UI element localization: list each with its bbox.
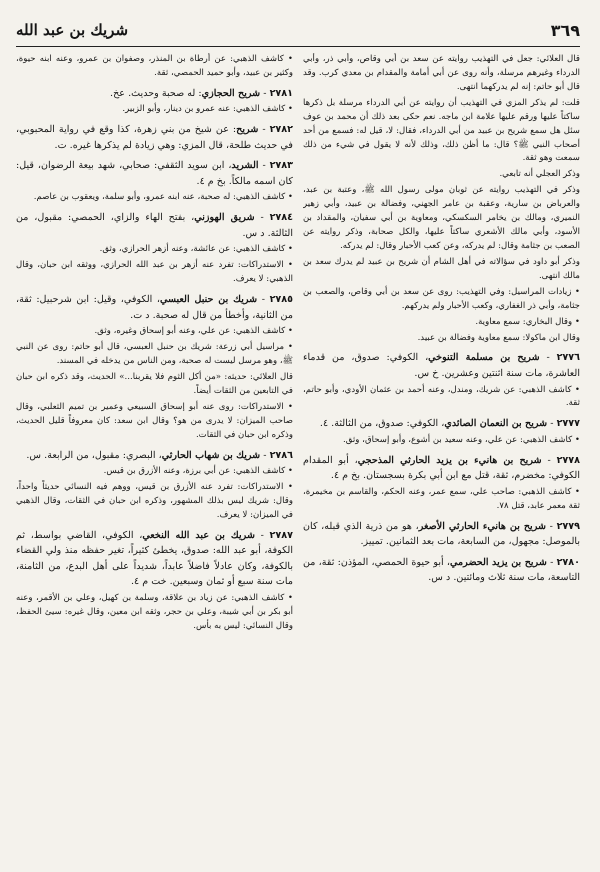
entry-name: شريح بن مسلمة التنوخي	[428, 352, 540, 364]
entry-name: شريح بن يزيد الحضرمي	[450, 556, 547, 568]
entry-heading	[303, 350, 580, 381]
entry-separator: -	[260, 87, 270, 99]
entry-separator: -	[257, 294, 270, 306]
entry-heading	[16, 528, 293, 590]
entry-number: ٢٧٧٨	[556, 454, 580, 466]
entry-number: ٢٧٧٩	[556, 520, 580, 532]
page-number: ٣٦٩	[550, 20, 580, 40]
intro-paragraph: وذكر العجلي أنه تابعي.	[499, 169, 580, 180]
entry-heading	[303, 519, 580, 550]
entry-separator: -	[546, 556, 557, 568]
entry-number: ٢٧٨٤	[269, 212, 293, 224]
right-entries	[303, 350, 580, 585]
biography-entry	[16, 122, 293, 153]
entry-number: ٢٧٨٠	[556, 556, 580, 568]
entry-note: • كاشف الذهبي: له صحبة، عنه ابنه عمرو، وأبو سلمة، ويعقوب بن عاصم.	[33, 192, 293, 203]
entry-description: ، هو من ذرية الذي قبله، كان بالموصل: مجهول، من السابعة، مات بعد الثمانين. تمييز.	[303, 520, 580, 548]
entry-separator: -	[260, 449, 270, 461]
entry-description: ، ابن سويد الثقفي: صحابي، شهد بيعة الرضوان، قيل: كان اسمه مالكاً. بخ م ٤.	[16, 160, 293, 187]
entry-separator: -	[258, 160, 270, 172]
right-column	[303, 53, 580, 865]
entry-number: ٢٧٨٢	[269, 124, 293, 136]
entry-note: • كاشف الذهبي: صاحب علي، سمع عمر، وعنه الحكم، والقاسم بن مخيمرة، ثقة معمر عابد، قتل ٧٨.	[303, 486, 580, 511]
biography-entry	[16, 86, 293, 117]
entry-note: • كاشف الذهبي: عن عائشة، وعنه أزهر الحرازي، وثق.	[99, 244, 293, 255]
entry-heading	[16, 448, 293, 464]
entry-note: • الاستدراكات: روى عنه أبو إسحاق السبيعي وعمير بن تميم الثعلبي، وقال صاحب الميزان: لا يدرى من هو؟ وقال ابن سعد: كان معروفاً قليل الحديث، وذكره ابن حبان في الثقات.	[16, 401, 293, 440]
entry-name: شريك بن عبد الله النخعي	[142, 529, 255, 541]
intro-paragraph: • وقال البخاري: سمع معاوية.	[475, 316, 580, 327]
entry-separator: -	[539, 352, 557, 364]
biography-entry	[16, 210, 293, 287]
biography-entry	[16, 292, 293, 442]
biography-entry	[16, 158, 293, 205]
running-title: شريك بن عبد الله	[16, 21, 129, 39]
entry-name: شريح بن هانيء الحارثي الأصغر	[418, 520, 547, 532]
entry-separator: -	[258, 124, 270, 136]
entry-number: ٢٧٧٧	[556, 418, 580, 430]
entry-description: : له صحبة وحديث. عخ.	[110, 87, 202, 99]
entry-number: ٢٧٨٧	[269, 529, 293, 541]
left-top	[16, 53, 293, 81]
biography-entry	[303, 555, 580, 586]
entry-description: ، أبو المقدام الكوفي: مخضرم، ثقة، قتل مع ابن أبي بكرة بسجستان. بخ م ٤.	[303, 454, 580, 482]
text-columns	[16, 53, 580, 865]
intro-paragraph: وقال ابن ماكولا: سمع معاوية وفضالة بن عبيد.	[417, 332, 580, 343]
entry-heading	[16, 292, 293, 323]
entry-note: • كاشف الذهبي: عن أبي برزة، وعنه الأزرق بن قيس.	[103, 466, 293, 477]
entry-note: • كاشف الذهبي: عن شريك، ومندل، وعنه أحمد بن عثمان الأودي، وأبو حاتم، ثقة.	[303, 384, 580, 409]
left-entries	[16, 86, 293, 634]
entry-heading	[303, 416, 580, 432]
entry-heading	[16, 158, 293, 189]
biography-entry	[303, 519, 580, 550]
continuation-note: • كاشف الذهبي: عن أرطاة بن المنذر، وصفوان بن عمرو، وعنه ابنه حيوة، وكثير بن عبيد، وأبو حميد الحمصي، ثقة.	[16, 54, 293, 78]
biography-entry	[303, 350, 580, 411]
intro-paragraph: قال العلائي: جعل في التهذيب روايته عن سعد بن أبي وقاص، وأبي ذر، وأبي الدرداء وغيرهم مرسلة، وأنه روى عن أبي أمامة والمقدام بن معدي كرب. وقد قال أبو حاتم: إنه لم يدركهما انتهى.	[303, 54, 580, 92]
entry-number: ٢٧٧٦	[556, 352, 580, 364]
entry-note: • كاشف الذهبي: عن زياد بن علاقة، وسلمة بن كهيل، وعلي بن الأقمر، وعنه أبو بكر بن أبي شيبة، وعلي بن حجر، وثقه ابن معين، وقال غيره: سيئ الحفظ، وقال النسائي: ليس به بأس.	[16, 592, 293, 631]
biography-entry	[303, 453, 580, 514]
entry-separator: -	[255, 529, 270, 541]
entry-description: ، بفتح الهاء والزاي، الحمصي: مقبول، من الثالثة. د س.	[16, 212, 293, 239]
entry-heading	[16, 210, 293, 241]
biography-entry	[16, 528, 293, 634]
entry-separator: -	[541, 454, 557, 466]
page-header	[16, 14, 580, 47]
entry-separator: -	[547, 418, 557, 430]
intro-paragraph: • زيادات المراسيل: وفي التهذيب: روى عن سعد بن أبي وقاص، والصعب بن جثامة، وأبي ذر الغفاري، وكعب الأحبار ولم يدركهم.	[303, 286, 580, 311]
entry-heading	[303, 555, 580, 586]
entry-number: ٢٧٨٥	[269, 294, 293, 306]
entry-description: ، أبو حيوة الحمصي، المؤذن: ثقة، من التاسعة، مات سنة ثلاث ومائتين. د س.	[303, 556, 580, 584]
entry-heading	[16, 122, 293, 153]
entry-note: • الاستدراكات: تفرد عنه الأزرق بن قيس، ووهم فيه النسائي حديثاً واحداً، وقال: شريك ليس بذلك المشهور، وذكره ابن حبان في الثقات، وقال الذهبي في الميزان: لا يعرف.	[16, 482, 293, 520]
intro-paragraph: وذكر في التهذيب روايته عن ثوبان مولى رسول الله ﷺ، وعتبة بن عبد، والعرباض بن سارية، وعقبة بن عامر الجهني، وفضالة بن عبيد، وأبي زهير النميري، ومالك بن يخامر السكسكي، ومعاوية بن أبي سفيان، والمقداد بن الأسود، وأبي مالك الأشعري ساكتاً عليها، والكل صحابة، وذكر روايته عن الصعب بن جثامة وقال: لم يدركه، وعن كعب الأحبار وقال: لم يدركه.	[303, 185, 580, 251]
entry-note: • مراسيل أبي زرعة: شريك بن حنبل العبسي، قال أبو حاتم: روى عن النبي ﷺ، وهو مرسل ليست له صحبة، ومن الناس من يدخله في المسند.	[16, 342, 293, 367]
entry-note: قال العلائي: حديثه: «من أكل الثوم فلا يقربنا...» الحديث، وقد ذكره ابن حبان في التابعين من الثقات أيضاً.	[16, 372, 293, 396]
entry-separator: -	[254, 212, 270, 224]
entry-name: شريك بن حنبل العبسي	[159, 294, 258, 306]
entry-note: • كاشف الذهبي: عنه عمرو بن دينار، وأبو الزبير.	[122, 104, 293, 115]
entry-name: شريح	[236, 124, 259, 136]
entry-description: ، الكوفي، القاضي بواسط، ثم الكوفة، أبو عبد الله: صدوق، يخطئ كثيراً، تغير حفظه منذ ولي القضاء بالكوفة، وكان عادلاً فاضلاً عابداً، شديداً على أهل البدع، من الثامنة، مات سنة سبع أو ثمان وسبعين. خت م ٤.	[16, 529, 293, 588]
entry-separator: -	[546, 520, 557, 532]
entry-note: • كاشف الذهبي: عن علي، وعنه أبو إسحاق وغيره، وثق.	[94, 326, 293, 337]
entry-name: شريح بن النعمان الصائدي	[444, 418, 548, 430]
entry-name: شريك بن شهاب الحارثي	[161, 449, 261, 461]
entry-name: شريح بن هانيء بن يزيد الحارثي المذحجي	[357, 454, 542, 466]
biography-entry	[303, 416, 580, 447]
entry-number: ٢٧٨٣	[269, 160, 293, 172]
entry-description: ، الكوفي: صدوق، من قدماء العاشرة، مات سنة اثنتين وعشرين. خ س.	[303, 352, 580, 379]
entry-name: شريق الهوزني	[194, 212, 255, 224]
entry-description: ، الكوفي، وقيل: ابن شرحبيل: ثقة، من الثانية، وأخطأ من قال له صحبة. د ت.	[16, 294, 293, 321]
intro-paragraph: وذكر أبو داود في سؤالاته في أهل الشام أن شريح بن عبيد لم يدرك سعد بن مالك انتهى.	[303, 256, 580, 281]
entry-description: ، الكوفي: صدوق، من الثالثة. ٤.	[319, 418, 445, 430]
biography-entry	[16, 448, 293, 523]
entry-number: ٢٧٨٦	[269, 449, 293, 461]
entry-description: ، البصري: مقبول، من الرابعة. س.	[26, 449, 162, 461]
intro-paragraph: قلت: لم يذكر المزي في التهذيب أن روايته عن أبي الدرداء مرسلة بل ذكرها ساكتاً عليها ورقم عليها علامة ابن ماجه. نعم حكى بعد ذلك أن محمد بن عوف سئل هل سمع شريح بن عبيد من أبي الدرداء، فقال: لا، قيل له: فسمع من أحد أصحاب النبي ﷺ؟ قال: ما أظن ذلك، وذلك لأنه لا يقول في شيء من ذلك سمعت وهو ثقة.	[303, 97, 580, 164]
entry-heading	[16, 86, 293, 102]
entry-name: الشريد	[231, 160, 259, 172]
entry-note: • الاستدراكات: تفرد عنه أزهر بن عبد الله الحرازي، ووثقه ابن حبان، وقال الذهبي: لا يعرف.	[16, 260, 293, 285]
entry-heading	[303, 453, 580, 484]
entry-name: شريح الحجازي	[201, 87, 261, 99]
left-column	[16, 53, 293, 865]
entry-description: : عن شيخ من بني زهرة، كذا وقع في رواية المحبوبي، في حديث طلحة، قال المزي: وهي زيادة لم يذكرها غيره. ت.	[16, 124, 293, 151]
entry-number: ٢٧٨١	[269, 87, 293, 99]
entry-note: • كاشف الذهبي: عن علي، وعنه سعيد بن أشوع، وأبو إسحاق، وثق.	[343, 434, 580, 445]
right-intro	[303, 53, 580, 345]
